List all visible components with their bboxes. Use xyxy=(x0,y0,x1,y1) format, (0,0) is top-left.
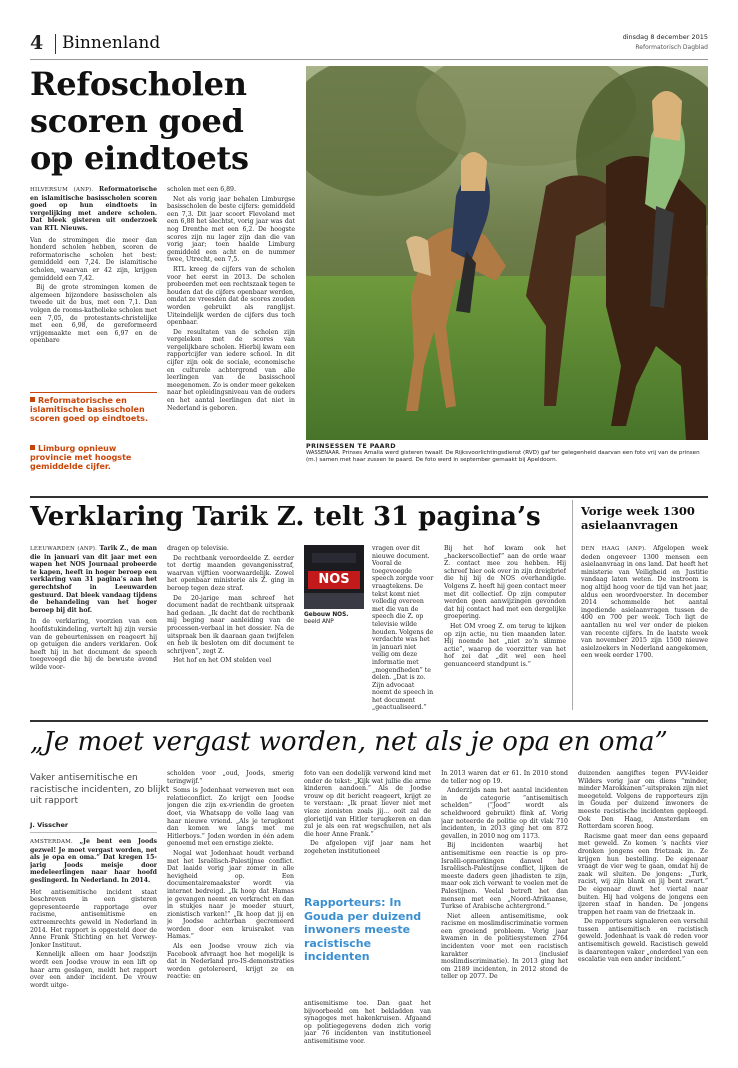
article3-paragraph: Bij incidenten waarbij het antisemitisme een reactie is op pro-Israëli-opmerkingen danwel het Israëlisch-Palestijnse conflict, lijken de meeste daders geen jihadisten te zijn, maar ook zich verwant te voelen met de Palestijnen. Veelal betreft het dan mensen met een „Noord-Afrikaanse, Turkse of Arabische achtergrond.” xyxy=(441,842,568,911)
article1-col2 xyxy=(167,186,295,482)
article1-dateline: HILVERSUM (ANP). xyxy=(30,187,94,193)
article2-paragraph: Bij het hof kwam ook het „hackerscollectief” aan de orde waar Z. contact mee zou hebben. Hij schreef hier ook over in zijn dreigbrief die hij bij de NOS overhandigde. Volgens Z. heeft hij geen contact meer met dit collectief. Op zijn computer werden geen aanwijzingen gevonden dat hij contact had met een dergelijke groepering. xyxy=(444,545,566,621)
article2-col3 xyxy=(372,545,434,715)
sidebar-body xyxy=(581,545,708,710)
article1-paragraph: scholen met een 6,89. xyxy=(167,186,236,193)
article2-paragraph: dragen op televisie. xyxy=(167,545,229,552)
article3-col5 xyxy=(578,770,708,1062)
article3-paragraph: Als een Joodse vrouw zich via Facebook afvraagt hoe het mogelijk is dat in Nederland pro-IS-demonstraties worden getolereerd, krijgt ze en reactie: en xyxy=(167,943,294,981)
article3-paragraph: Kennelijk alleen om haar Joodszijn wordt een Joodse vrouw in een lift op haar arm geslagen, meldt het rapport over een ander incident. De vrouw wordt uitge- xyxy=(30,951,157,989)
article3-author: J. Visscher xyxy=(30,821,69,829)
article2-col1 xyxy=(30,545,157,715)
section-title: Binnenland xyxy=(62,33,161,53)
article1-paragraph: De resultaten van de scholen zijn vergeleken met de scores van vergelijkbare scholen. Hierbij kwam een rapportcijfer van iedere school. In dit cijfer zijn ook de sociale, economische en culturele achtergrond van alle leerlingen van de basisschool meegenomen. Zo is onder meer gekeken naar het opleidingsniveau van de ouders en het aantal leerlingen dat niet in Nederland is geboren. xyxy=(167,328,295,412)
article1-paragraph: RTL kreeg de cijfers van de scholen voor het eerst in 2013. De scholen probeerden met een rechtszaak tegen te houden dat de cijfers openbaar werden, omdat ze vreesden dat de scores zouden worden gebruikt als ranglijst. Uiteindelijk werden de cijfers dus toch openbaar. xyxy=(167,265,295,327)
article3-subhead: Vaker antisemitische en racistische incidenten, zo blijkt uit rapport xyxy=(30,773,170,806)
section-rule-1 xyxy=(30,496,708,498)
article3-paragraph: Niet alleen antisemitisme, ook racisme en moslimdiscriminatie vormen een groeiend probleem. Vorig jaar kwamen in de politiesystemen 2764 incidenten voor met een racistisch karakter (inclusief moslimdiscriminatie). In 2013 ging het om 2189 incidenten, in 2012 stond de teller op 2077. De xyxy=(441,912,568,981)
author-rule xyxy=(30,832,157,833)
article3-paragraph: De afgelopen vijf jaar nam het zogeheten institutioneel xyxy=(304,840,431,855)
article3-paragraph: scholden voor „oud, Joods, smerig teringwijf.” xyxy=(167,770,294,785)
article2-col2 xyxy=(167,545,294,715)
article1-paragraph: Bij de grote stromingen komen de algemeen bijzondere basisscholen als tweede uit de bus, met een 7,1. Dan volgen de rooms-katholieke scholen met een 7,05, de protestants-christelijke met een 6,98, de gereformeerd vrijgemaakte met een 6,97 en de openbare xyxy=(30,284,157,345)
page-number: 4 xyxy=(30,32,44,54)
article3-col3b xyxy=(304,1000,431,1062)
article2-paragraph: Het OM vroeg Z. om terug te kijken op zijn actie, nu tien maanden later. Hij noemde het „niet zo’n slimme actie”, waarop de voorzitter van het hof zei dat „dit wel een heel genuanceerd standpunt is.” xyxy=(444,622,566,668)
article2-col4 xyxy=(444,545,566,715)
sidebar-dateline: DEN HAAG (ANP). xyxy=(581,546,647,552)
header-rule xyxy=(30,59,708,60)
article2-paragraph: vragen over dit nieuwe document. Vooral de toegevoegde speech zorgde voor vraagtekens. De tekst komt niet volledig overeen met die van de speech die Z. op televisie wilde houden. Volgens de verdachte was het in januari niet veilig om deze informatie met „mogendheden” te delen. „Dat is zo. Zijn advocaat noemt de speech in het document „geactualiseerd.” xyxy=(372,545,434,712)
highlight-1: Reformatorische en islamitische basisscholen scoren goed op eindtoets. xyxy=(30,396,148,423)
article2-paragraph: Het hof en het OM stelden veel xyxy=(173,657,272,665)
nos-sign: NOS xyxy=(318,572,350,587)
article1-col1 xyxy=(30,186,157,426)
article3-paragraph: Het antisemitische incident staat beschreven in een gisteren gepresenteerde rapportage over racisme, antisemitisme en extreemrechts geweld in Nederland in 2014. Het rapport is opgesteld door de Anne Frank Stichting en het Verwey-Jonker Instituut. xyxy=(30,888,157,949)
paper-name: Reformatorisch Dagblad xyxy=(635,44,708,51)
pullquote: Rapporteurs: In Gouda per duizend inwoners meeste racistische incidenten xyxy=(304,896,422,963)
bullet-square-icon xyxy=(30,397,35,402)
article3-col1 xyxy=(30,838,157,1062)
article2-lead: Tarik Z., de man die in januari van dit jaar met een wapen het NOS Journaal probeerde te kapen, heeft in hoger beroep een verklaring van 31 pagina’s aan het gerechtshof in Leeuwarden gestuurd. Dat bleek vandaag tijdens de behandeling van het hoger beroep bij dit hof. xyxy=(30,545,157,614)
article3-col4 xyxy=(441,770,568,1062)
photo-caption xyxy=(306,443,708,464)
article2-paragraph: De 20-jarige man schreef het document nadat de rechtbank uitspraak had gedaan. „Ik dacht dat de rechtbank mij beging naar aanleiding van de processen-verbaal in het dossier. Na de uitspraak ben ik daaraan gaan twijfelen en heb ik besloten om dit document te schrijven”, zegt Z. xyxy=(167,594,294,655)
header-divider xyxy=(55,34,56,54)
article3-headline: „Je moet vergast worden, net als je opa en oma” xyxy=(30,727,668,757)
article3-paragraph: duizenden aangiftes tegen PVV-leider Wilders vorig jaar om diens “minder, minder Marokkanen”-uitspraken zijn niet meegeteld. Volgens de rapporteurs zijn in Gouda per duizend inwoners de meeste racistische incidenten gepleegd. Ook Den Haag, Amsterdam en Rotterdam scoren hoog. xyxy=(578,770,708,831)
article3-paragraph: De rapporteurs signaleren een verschil tussen antisemitisch en racistisch geweld. Jodenhaat is vaak dé reden voor antisemitisch geweld. Racistisch geweld is daarentegen vaker „onderdeel van een escalatie van een ander incident.” xyxy=(578,918,708,964)
article1-paragraph: Van de stromingen die meer dan honderd scholen hebben, scoren de reformatorische scholen het best: gemiddeld een 7,24. De islamitische scholen, waarvan er 42 zijn, krijgen gemiddeld een 7,42. xyxy=(30,236,157,282)
article3-col2 xyxy=(167,770,294,1062)
article3-paragraph: Anderzijds nam het aantal incidenten in de categorie “antisemitisch schelden” (“Jood” wordt als scheldwoord gebruikt) flink af. Vorig jaar noteerde de politie op dit vlak 710 incidenten, in 2013 ging het om 872 gevallen, in 2010 nog om 1173. xyxy=(441,787,568,840)
article1-lead: Reformatorische en islamitische basisscholen scoren goed op hun eindtoets in vergelijking met andere scholen. Dat bleek gisteren uit onderzoek van RTL Nieuws. xyxy=(30,186,157,232)
article3-paragraph: Soms is Jodenhaat verweven met een relatieconflict. Zo krijgt een Joodse jongen die zijn ex-vriendin de groeten doet, via Whatsapp de volle laag van haar nieuwe vriend. „Als je terugkomt dan komen we langs met me Hitlerboys.” Joden worden in één adem genoemd met een ernstige ziekte. xyxy=(167,787,294,848)
article1-headline: Refoscholen scoren goed op eindtoets xyxy=(30,65,249,177)
princesses-horse-photo xyxy=(306,66,708,440)
nos-building-photo xyxy=(304,545,364,609)
article3-paragraph: In 2013 waren dat er 61. In 2010 stond de teller nog op 19. xyxy=(441,770,568,785)
article2-headline: Verklaring Tarik Z. telt 31 pagina’s xyxy=(30,502,541,532)
article3-dateline: AMSTERDAM. xyxy=(30,839,73,845)
highlight-2: Limburg opnieuw provincie met hoogste gemiddelde cijfer. xyxy=(30,444,132,471)
sidebar-divider xyxy=(572,500,573,710)
article2-paragraph: In de verklaring, voorzien van een hoofdstukindeling, vertelt hij zijn versie van de gebeurtenissen en reageert hij op getuigen die anders verklaren. Ook heeft hij in het document de speech toegevoegd die hij de bewuste avond wilde voor- xyxy=(30,618,157,671)
photo-caption-dateline: WASSENAAR. xyxy=(306,450,341,456)
article3-col3a xyxy=(304,770,431,892)
article3-paragraph: Nogal wat Jodenhaat houdt verband met het Israëlisch-Palestijnse conflict. Dat laaide vorig jaar zomer in alle hevigheid op. Een documentairemaakster wordt via internet bedreigd. „Ik hoop dat Hamas je gevangen neemt en verkracht en dan in stukjes naar je moeder stuurt, zionistisch varken!” „Ik hoop dat jij en je Joodse achterban gecremeerd worden door een kruisraket van Hamas.” xyxy=(167,849,294,941)
sidebar-text: Afgelopen week deden ongeveer 1300 mensen een asielaanvraag in ons land. Dat heeft het ministerie van Veiligheid en Justitie vandaag laten weten. De instroom is nog altijd hoog voor de tijd van het jaar, aldus een woordvoerster. In december 2014 schommelde het aantal ingediende asielaanvragen tussen de 400 en 700 per week. Toch ligt de aantallen nu wel ver onder de pieken van recente cijfers. In de laatste week van november 2015 zijn 1500 nieuwe asielzoekers in Nederland aangekomen, een week eerder 1700. xyxy=(581,545,708,660)
article1-paragraph: Net als vorig jaar behalen Limburgse basisscholen de beste cijfers: gemiddeld een 7,3. Dit jaar scoort Flevoland met een 6,88 het slechtst, vorig jaar was dat nog Drenthe met een 6,2. De hoogste scores zijn nu lager zijn dan die van vorig jaar; toen haalde Limburg gemiddeld een acht en de nummer twee, Utrecht, een 7,5. xyxy=(167,195,295,264)
article2-dateline: LEEUWARDEN (ANP). xyxy=(30,546,98,552)
photo-caption-text: Prinses Amalia werd gisteren twaalf. De Rijksvoorlichtingsdienst (RVD) gaf ter gelegenheid daarvan een foto vrij van de prinsen (m.) samen met haar zussen te paard. De foto werd in september gemaakt bij Apeldoorn. xyxy=(306,450,700,463)
sidebar-headline: Vorige week 1300 asielaanvragen xyxy=(581,504,695,532)
issue-date: dinsdag 8 december 2015 xyxy=(622,33,708,41)
article3-paragraph: Racisme gaat meer dan eens gepaard met geweld. Zo komen ’s nachts vier dronken jongens een frietzaak in. Ze krijgen hun bestelling. De eigenaar vraagt de vier weg te gaan, omdat hij de zaak wil sluiten. De jongens: „Turk, racist, wij zijn blank en jij bent zwart.” De eigenaar duwt het viertal naar buiten. Hij had volgens de jongens een ijzeren staaf in handen. De jongens trappen het raam van de frietzaak in. xyxy=(578,832,708,916)
nos-photo-credit: beeld ANP xyxy=(304,619,334,625)
nos-photo-caption: Gebouw NOS. xyxy=(304,612,349,618)
section-rule-2 xyxy=(30,720,708,722)
article3-paragraph: antisemitisme toe. Dan gaat het bijvoorbeeld om het bekladden van synagoges met hakenkruisen. Afgaand op politiegegevens deden zich vorig jaar 76 incidenten van institutioneel antisemitisme voor. xyxy=(304,1000,431,1045)
photo-caption-title: PRINSESSEN TE PAARD xyxy=(306,442,396,450)
article3-paragraph: foto van een dodelijk verwond kind met onder de tekst: „Kijk wat jullie die arme kinderen aandoen.” Als de Joodse vrouw op dit bericht reageert, krijgt ze te verstaan: „Ik praat liever niet met vieze zionisten zoals jij... ooit zal de glorietijd van Hitler terugkeren en dan zul je als een rat wegschuilen, net als die hoer Anne Frank.” xyxy=(304,770,431,838)
highlight-rule xyxy=(30,392,157,393)
article2-paragraph: De rechtbank veroordeelde Z. eerder tot dertig maanden gevangenisstraf, waarvan vijftien voorwaardelijk. Zowel het openbaar ministerie als Z. ging in beroep tegen deze straf. xyxy=(167,554,294,592)
bullet-square-icon xyxy=(30,445,35,450)
article3-lead: „Je bent een Joods gezwel! Je moet vergast worden, net als je opa en oma.” Dat kregen 15-jarig Joods meisje door medeleerlingen naar haar hoofd geslingerd. In Nederland. In 2014. xyxy=(30,838,157,884)
